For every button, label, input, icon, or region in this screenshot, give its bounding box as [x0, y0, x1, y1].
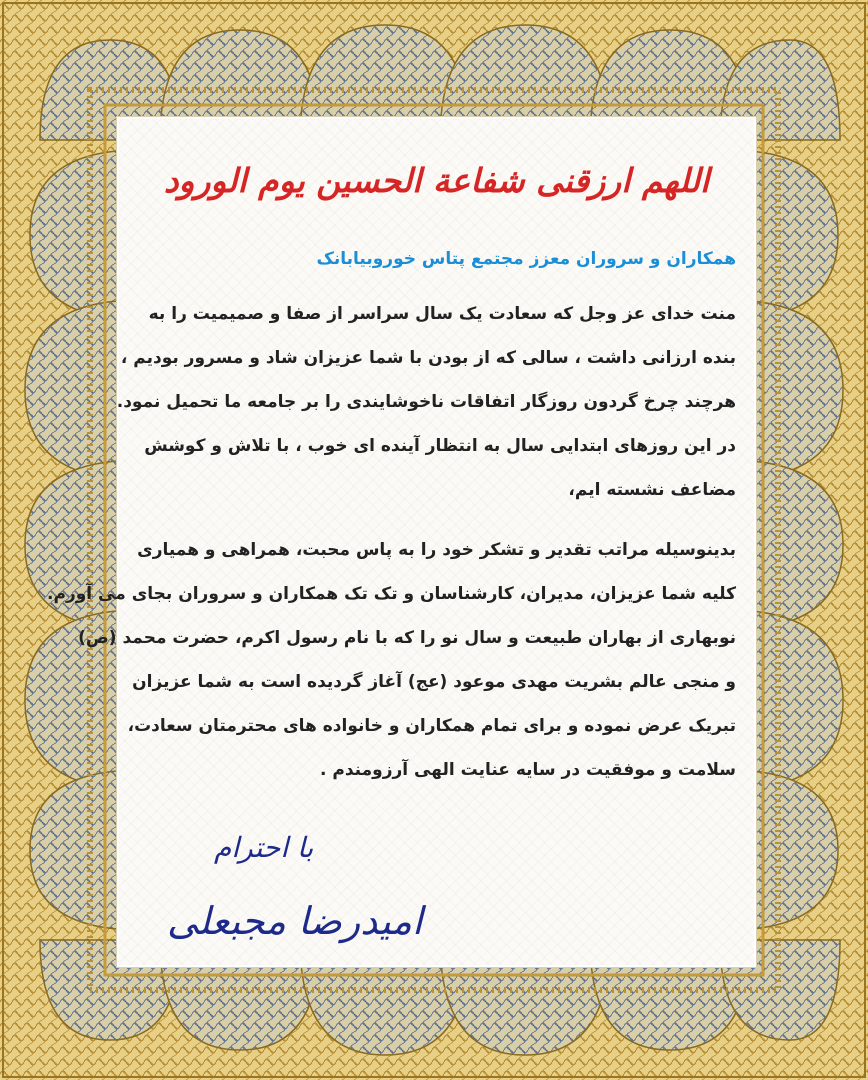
paragraph-line: و منجی عالم بشریت مهدی موعود (عج) آغاز گردیده است به شما عزیزان [132, 672, 736, 692]
letter-panel [47, 117, 756, 967]
signature-name: امیدرضا مجبعلی [167, 899, 423, 943]
paragraph-line: مضاعف نشسته ایم، [568, 480, 736, 500]
paragraph-line: کلیه شما عزیزان، مدیران، کارشناسان و تک تک همکاران و سروران بجای می آورم. [47, 584, 736, 604]
paragraph-line: نوبهاری از بهاران طبیعت و سال نو را که با نام رسول اکرم، حضرت محمد (ص) [78, 628, 736, 648]
paragraph-line: منت خدای عز وجل که سعادت یک سال سراسر از صفا و صمیمیت را به [148, 304, 736, 324]
paragraph-line: در این روزهای ابتدایی سال به انتظار آینده ای خوب ، با تلاش و کوشش [144, 436, 736, 456]
paragraph-line: تبریک عرض نموده و برای تمام همکاران و خانواده های محترمتان سعادت، [127, 716, 736, 736]
paragraph-line: بدینوسیله مراتب تقدیر و تشکر خود را به پاس محبت، همراهی و همیاری [137, 540, 736, 560]
letter-title: اللهم ارزقنی شفاعة الحسین یوم الورود [163, 161, 710, 200]
letter-greeting: همکاران و سروران معزز مجتمع پتاس خوروبیابانک [316, 249, 736, 269]
paragraph-line: هرچند چرخ گردون روزگار اتفاقات ناخوشایندی را بر جامعه ما تحمیل نمود. [116, 392, 736, 412]
paragraph-line: سلامت و موفقیت در سایه عنایت الهی آرزومندم . [320, 760, 736, 780]
paragraph-line: بنده ارزانی داشت ، سالی که از بودن با شما عزیزان شاد و مسرور بودیم ، [120, 348, 736, 368]
closing-phrase: با احترام [214, 831, 314, 864]
